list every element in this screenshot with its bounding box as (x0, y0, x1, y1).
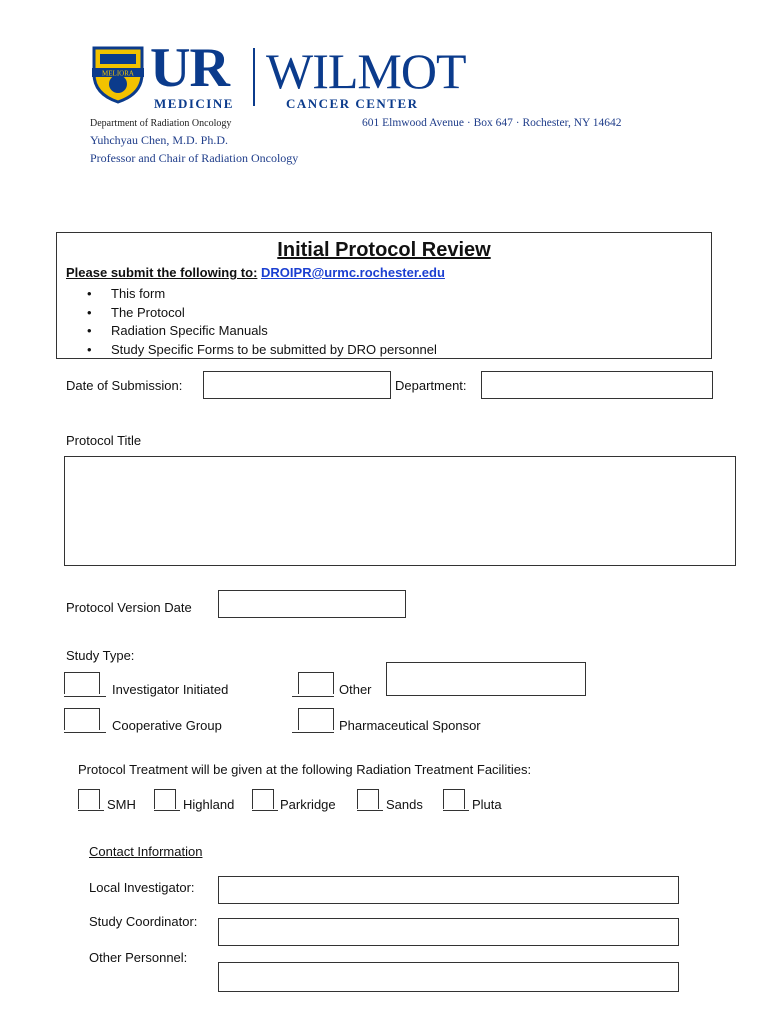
protocol-title-label: Protocol Title (66, 433, 142, 448)
checkbox-underline (443, 810, 469, 811)
study-type-label: Study Type: (66, 648, 135, 663)
local-investigator-label: Local Investigator: (89, 880, 195, 895)
date-of-submission-label: Date of Submission: (66, 378, 183, 393)
facility-sands-label: Sands (386, 797, 423, 812)
other-personnel-label: Other Personnel: (89, 950, 188, 965)
facility-smh-label: SMH (107, 797, 136, 812)
facility-pluta-label: Pluta (472, 797, 502, 812)
university-shield-icon (90, 44, 146, 104)
chair-name: Yuhchyau Chen, M.D. Ph.D. (90, 133, 228, 147)
facility-pluta-checkbox[interactable] (443, 789, 465, 809)
other-label: Other (339, 682, 372, 697)
department-field[interactable] (481, 371, 713, 399)
address: 601 Elmwood Avenue · Box 647 · Rochester, NY 14642 (362, 117, 622, 129)
instructions-box (56, 232, 712, 359)
list-item: • This form (87, 285, 437, 304)
submit-label: Please submit the following to: (66, 265, 258, 280)
checkbox-underline (78, 810, 104, 811)
checkbox-underline (357, 810, 383, 811)
protocol-version-date-label: Protocol Version Date (66, 600, 192, 615)
pharmaceutical-sponsor-checkbox[interactable] (298, 708, 334, 730)
urmc-wilmot-logo (90, 37, 490, 112)
logo-wilmot: WILMOT (266, 43, 466, 99)
facilities-label: Protocol Treatment will be given at the following Radiation Treatment Facilities: (78, 762, 532, 777)
cooperative-group-checkbox[interactable] (64, 708, 100, 730)
checkbox-underline (292, 696, 334, 697)
checkbox-underline (64, 732, 106, 733)
logo-cancer-center: CANCER CENTER (286, 96, 419, 111)
facility-smh-checkbox[interactable] (78, 789, 100, 809)
department-label: Department: (395, 378, 467, 393)
logo-banner-text: MELIORA (102, 69, 134, 78)
other-checkbox[interactable] (298, 672, 334, 694)
study-coordinator-field[interactable] (218, 918, 679, 946)
study-coordinator-label: Study Coordinator: (89, 914, 198, 929)
checkbox-underline (292, 732, 334, 733)
chair-title: Professor and Chair of Radiation Oncology (90, 151, 299, 165)
checkbox-underline (252, 810, 278, 811)
logo-ur: UR (150, 37, 229, 99)
logo-divider (253, 48, 255, 106)
list-item: • The Protocol (87, 304, 437, 323)
pharmaceutical-sponsor-label: Pharmaceutical Sponsor (339, 718, 481, 733)
list-item: • Radiation Specific Manuals (87, 322, 437, 341)
form-title: Initial Protocol Review (277, 239, 491, 261)
facility-highland-label: Highland (183, 797, 235, 812)
local-investigator-field[interactable] (218, 876, 679, 904)
facility-parkridge-checkbox[interactable] (252, 789, 274, 809)
facility-parkridge-label: Parkridge (280, 797, 336, 812)
submission-email-link[interactable]: DROIPR@urmc.rochester.edu (261, 265, 445, 280)
logo-medicine: MEDICINE (154, 96, 234, 111)
other-personnel-field[interactable] (218, 962, 679, 992)
protocol-title-field[interactable] (64, 456, 736, 566)
protocol-version-date-field[interactable] (218, 590, 406, 618)
submit-instructions (66, 265, 445, 280)
facility-sands-checkbox[interactable] (357, 789, 379, 809)
checkbox-underline (64, 696, 106, 697)
department-name: Department of Radiation Oncology (90, 118, 232, 129)
investigator-initiated-label: Investigator Initiated (112, 682, 229, 697)
contact-information-heading: Contact Information (89, 844, 203, 859)
facility-highland-checkbox[interactable] (154, 789, 176, 809)
investigator-initiated-checkbox[interactable] (64, 672, 100, 694)
checkbox-underline (154, 810, 180, 811)
submission-list (87, 285, 437, 359)
cooperative-group-label: Cooperative Group (112, 718, 222, 733)
list-item: • Study Specific Forms to be submitted by DRO personnel (87, 341, 437, 360)
other-study-type-field[interactable] (386, 662, 586, 696)
date-of-submission-field[interactable] (203, 371, 391, 399)
